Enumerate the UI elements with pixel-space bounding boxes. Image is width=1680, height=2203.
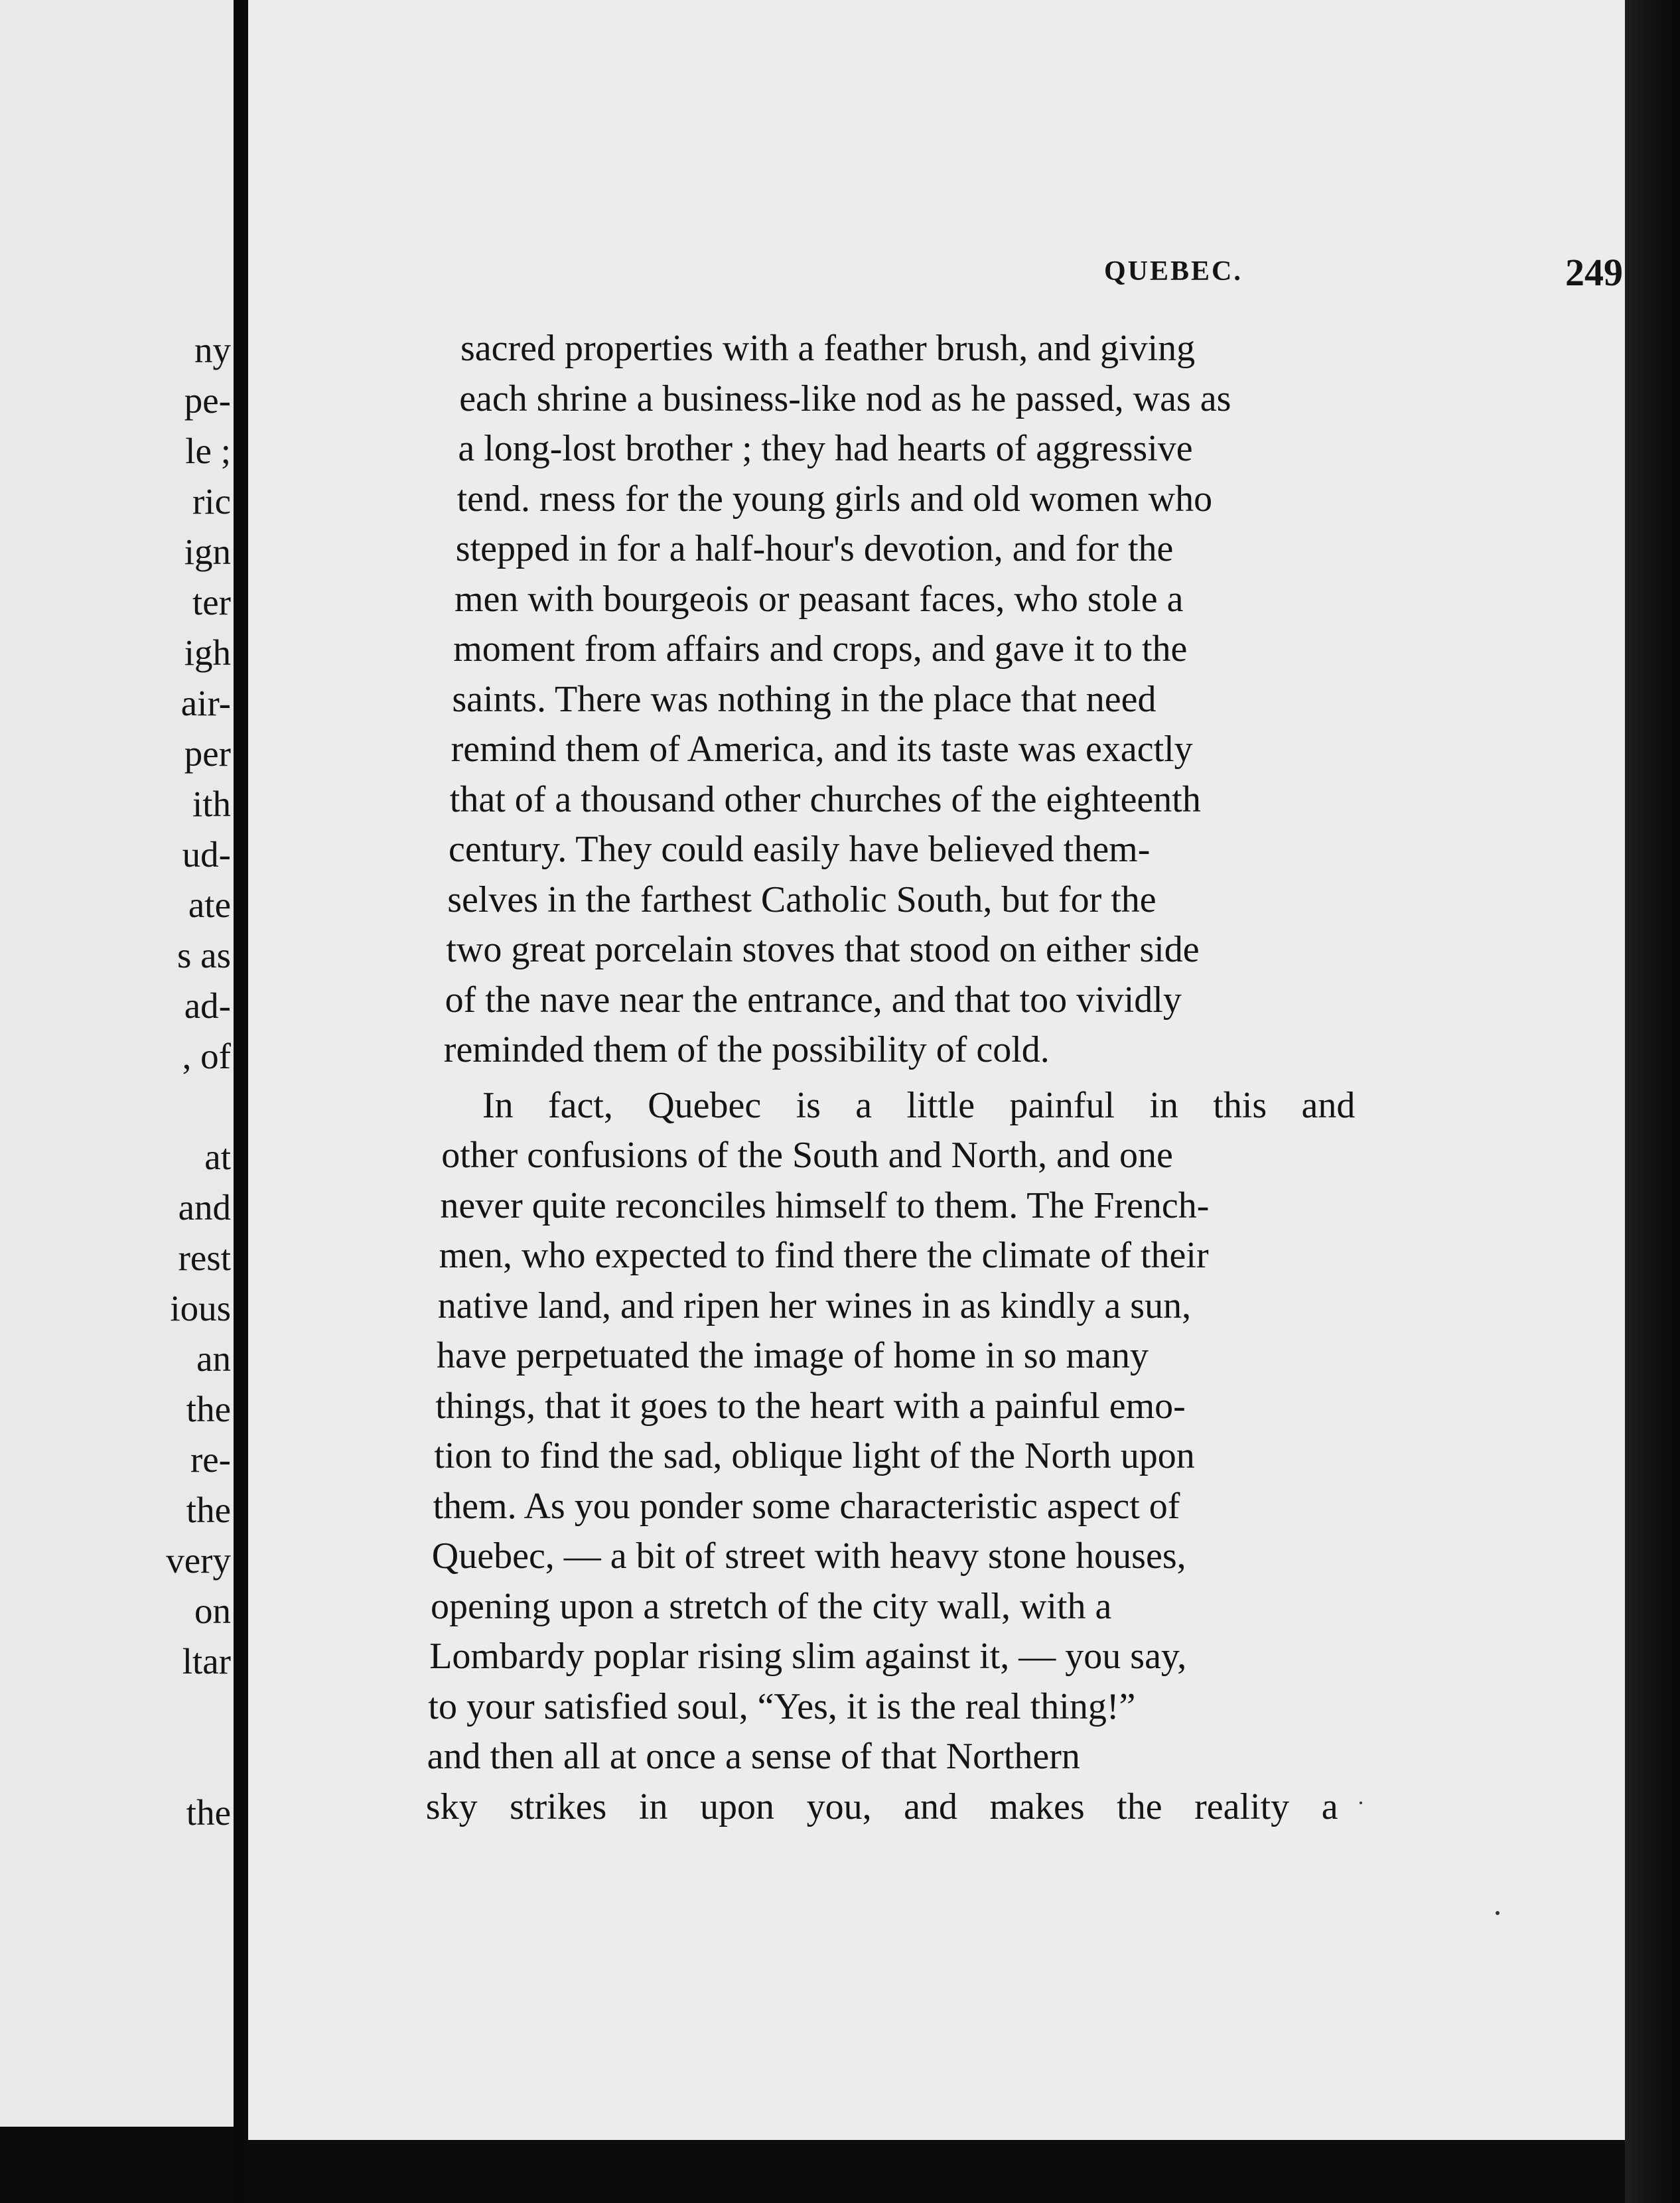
ink-fleck [1360,1802,1362,1804]
left-page-line-fragment: the [186,1389,231,1429]
left-page-line-fragment: very [166,1540,231,1581]
running-head: QUEBEC. [1104,256,1243,287]
book-gutter [234,0,248,2203]
text-line: things, that it goes to the heart with a painful emo- [435,1385,1186,1427]
text-line: Quebec, — a bit of street with heavy stone houses, [431,1535,1186,1577]
left-page-line-fragment: the [186,1490,231,1530]
left-page-line-fragment: ud- [182,834,231,875]
left-page-line-fragment: ric [192,481,231,522]
left-page-line-fragment: igh [184,632,231,673]
left-page-line-fragment: an [196,1338,231,1379]
text-line: moment from affairs and crops, and gave it to the [453,628,1188,670]
text-line: Lombardy poplar rising slim against it, — you say, [429,1636,1187,1677]
text-line: a long-lost brother ; they had hearts of aggressive [458,428,1193,469]
text-line: native land, and ripen her wines in as kindly a sun, [437,1285,1192,1326]
left-page-line-fragment: ious [170,1288,231,1328]
text-line: sacred properties with a feather brush, and giving [460,328,1196,369]
text-line: In fact, Quebec is a little painful in this and [482,1084,1356,1126]
left-page-line-fragment: rest [178,1238,231,1278]
text-line: never quite reconciles himself to them. The French- [440,1184,1210,1226]
text-line: men, who expected to find there the climate of their [439,1235,1209,1276]
text-line: have perpetuated the image of home in so many [437,1335,1149,1376]
text-line: sky strikes in upon you, and makes the reality a [425,1786,1338,1827]
left-page-line-fragment: on [194,1591,231,1631]
text-line: tion to find the sad, oblique light of the North upon [434,1435,1195,1476]
ink-fleck [1496,1911,1500,1915]
text-line: two great porcelain stoves that stood on either side [446,929,1200,970]
right-page [248,0,1625,2140]
text-line: each shrine a business-like nod as he passed, was as [459,378,1231,419]
text-line: men with bourgeois or peasant faces, who stole a [455,578,1184,620]
text-line: other confusions of the South and North, and one [441,1135,1173,1176]
text-line: stepped in for a half-hour's devotion, and for the [455,528,1174,569]
left-page-line-fragment: ith [192,784,231,824]
text-line: opening upon a stretch of the city wall, with a [431,1585,1112,1627]
page-edge-shadow [1625,0,1680,2203]
left-page-line-fragment: ltar [182,1641,231,1681]
left-page-line-fragment: ign [184,532,231,572]
text-line: of the nave near the entrance, and that too vividly [445,979,1182,1021]
text-line: selves in the farthest Catholic South, but for the [447,879,1156,920]
left-page-line-fragment: ny [194,330,231,370]
left-page-line-fragment: at [204,1137,231,1177]
left-page-line-fragment: ate [188,885,231,925]
left-page-line-fragment: , of [182,1036,231,1076]
text-line: century. They could easily have believed them- [449,829,1151,870]
left-page-line-fragment: the [186,1792,231,1833]
left-page-line-fragment: le ; [185,431,231,471]
left-page-line-fragment: and [178,1187,231,1228]
left-page-line-fragment: re- [190,1439,231,1480]
left-page-line-fragment: s as [177,935,231,975]
left-page [0,0,234,2127]
text-line: saints. There was nothing in the place that need [452,678,1156,720]
text-line: that of a thousand other churches of the eighteenth [449,778,1201,820]
left-page-line-fragment: ter [192,582,231,622]
left-page-line-fragment: pe- [184,380,231,421]
text-line: reminded them of the possibility of cold. [443,1029,1050,1070]
text-line: and then all at once a sense of that Northern [427,1736,1080,1777]
text-line: them. As you ponder some characteristic aspect of [433,1485,1180,1527]
left-page-line-fragment: air- [180,683,231,723]
page-number: 249 [1565,251,1623,294]
text-line: tend. rness for the young girls and old women who [456,478,1213,520]
left-page-line-fragment: ad- [184,985,231,1026]
left-page-line-fragment: per [184,733,231,774]
text-line: to your satisfied soul, “Yes, it is the real thing!” [428,1685,1136,1727]
text-line: remind them of America, and its taste was exactly [451,729,1193,770]
